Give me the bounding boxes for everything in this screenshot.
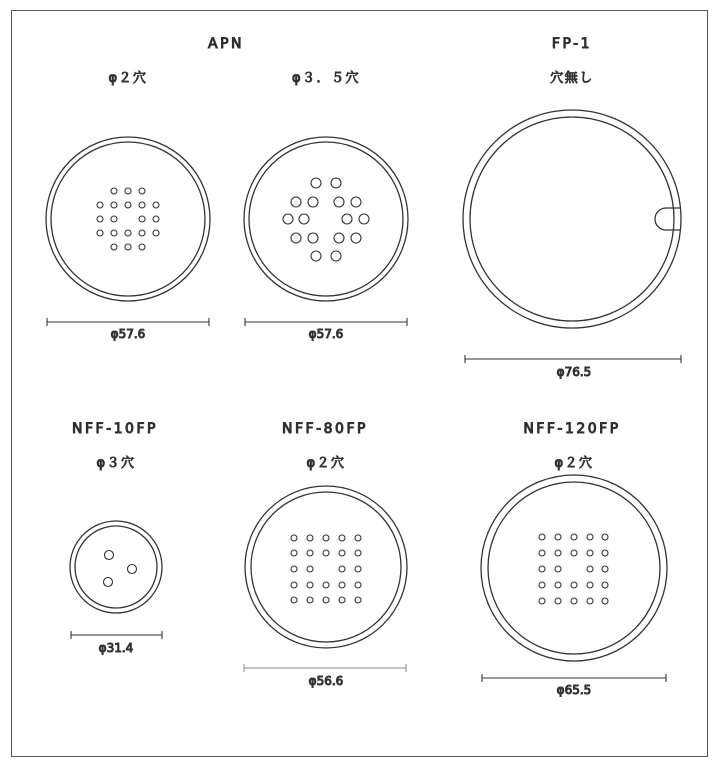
inner-ring-fp-1 — [470, 117, 674, 321]
diameter-label-nff-120fp: φ65.5 — [556, 683, 592, 697]
diameter-label-nff-10fp: φ31.4 — [98, 641, 134, 655]
title-nff-10fp: NFF-10FP — [72, 421, 158, 437]
title-fp-1: FP-1 — [551, 36, 593, 52]
outer-ring-fp-1 — [463, 110, 681, 328]
inner-ring-nff-120fp — [488, 482, 660, 654]
hole-pattern-nff-10fp — [104, 551, 137, 587]
holes-label-fp-1: 穴無し — [550, 71, 594, 86]
inner-ring-apn-3-5 — [249, 142, 403, 296]
outer-ring-nff-10fp — [70, 521, 162, 613]
holes-label-nff-80fp: φ２穴 — [306, 456, 346, 471]
diameter-label-fp-1: φ76.5 — [556, 365, 592, 379]
outer-ring-apn-2 — [46, 137, 210, 301]
dimension-line-apn-2 — [47, 318, 209, 326]
holes-label-nff-120fp: φ２穴 — [554, 456, 594, 471]
inner-ring-apn-2 — [51, 142, 205, 296]
holes-label-apn-3-5: φ３．５穴 — [291, 71, 361, 86]
inner-ring-nff-80fp — [251, 492, 401, 642]
dimension-line-nff-80fp — [244, 664, 406, 672]
inner-ring-nff-10fp — [75, 526, 157, 608]
dimension-line-nff-10fp — [71, 631, 162, 639]
dimension-line-apn-3-5 — [245, 318, 407, 326]
title-apn: APN — [208, 36, 244, 52]
dimension-line-fp-1 — [465, 355, 681, 363]
hole-pattern-apn-2 — [97, 188, 159, 250]
hole-pattern-nff-120fp — [539, 534, 608, 604]
holes-label-apn-2: φ２穴 — [108, 71, 148, 86]
diameter-label-nff-80fp: φ56.6 — [308, 674, 344, 688]
title-nff-120fp: NFF-120FP — [523, 421, 621, 437]
diameter-label-apn-3-5: φ57.6 — [308, 327, 344, 341]
hole-pattern-nff-80fp — [291, 535, 361, 603]
diameter-label-apn-2: φ57.6 — [110, 327, 146, 341]
holes-label-nff-10fp: φ３穴 — [96, 456, 136, 471]
outer-ring-apn-3-5 — [244, 137, 408, 301]
outer-ring-nff-80fp — [245, 486, 407, 648]
title-nff-80fp: NFF-80FP — [282, 421, 368, 437]
hole-pattern-apn-3-5 — [283, 178, 369, 261]
dimension-line-nff-120fp — [482, 674, 666, 682]
tab-notch-fp-1 — [655, 208, 681, 230]
outer-ring-nff-120fp — [481, 475, 667, 661]
